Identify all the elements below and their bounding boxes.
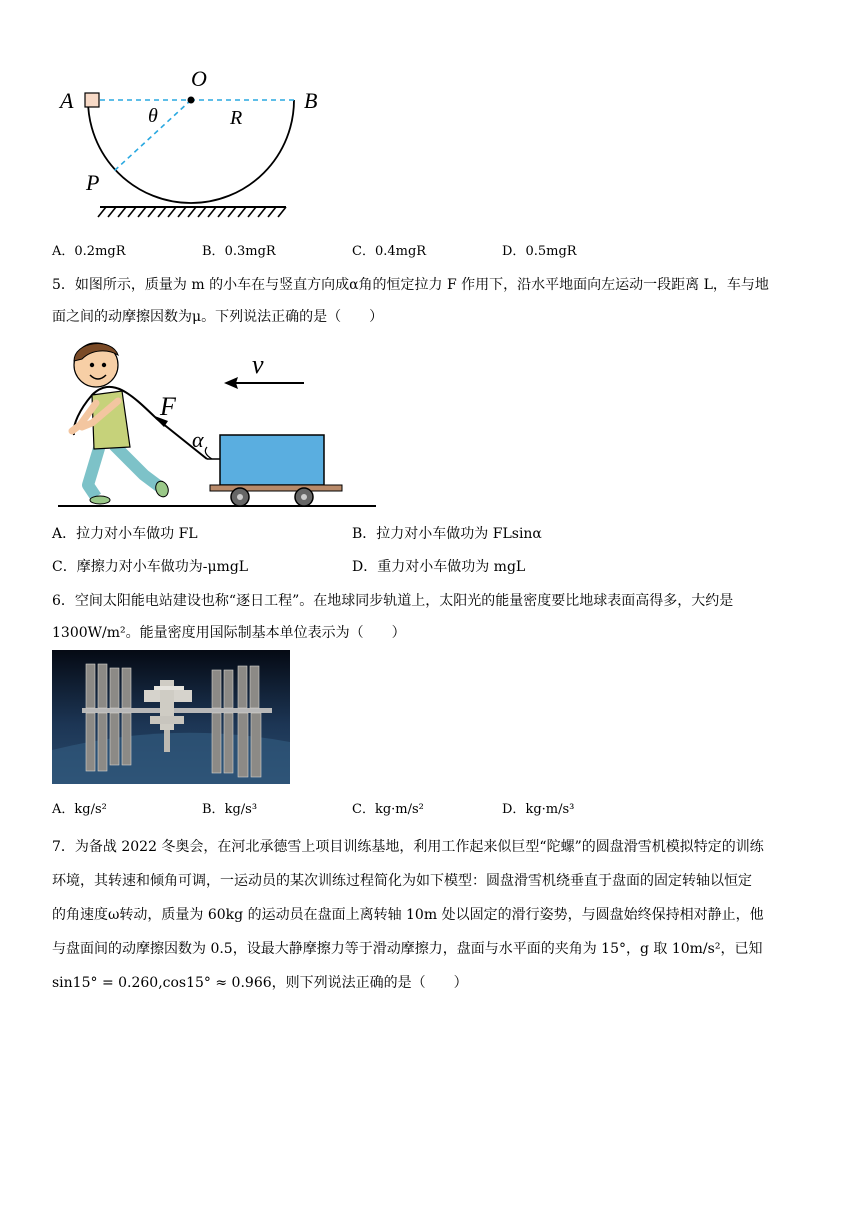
q7-stem-line4: 与盘面间的动摩擦因数为 0.5，设最大静摩擦力等于滑动摩擦力，盘面与水平面的夹角为 15°，g 取 10m/s²，已知 <box>52 941 763 957</box>
q7-stem-line3: 的角速度ω转动，质量为 60kg 的运动员在盘面上离转轴 10m 处以固定的滑行姿势，与圆盘始终保持相对静止，他 <box>52 907 764 923</box>
label-A: A <box>60 88 74 113</box>
q7-stem-line5: sin15° = 0.260,cos15° ≈ 0.966，则下列说法正确的是（ ） <box>52 975 468 991</box>
q6-option-c[interactable]: C．kg·m/s² <box>352 802 424 817</box>
q6-stem-line2: 1300W/m²。能量密度用国际制基本单位表示为（ ） <box>52 625 406 641</box>
q4-option-d[interactable]: D．0.5mgR <box>502 244 577 259</box>
label-P: P <box>86 170 100 195</box>
q5-option-a[interactable]: A．拉力对小车做功 FL <box>52 526 198 542</box>
label-F: F <box>160 392 176 421</box>
label-alpha: α <box>192 427 204 452</box>
q6-option-d[interactable]: D．kg·m/s³ <box>502 802 575 817</box>
q7-stem-line2: 环境，其转速和倾角可调，一运动员的某次训练过程简化为如下模型：圆盘滑雪机绕垂直于盘面的固定转轴以恒定 <box>52 873 752 889</box>
q5-stem-line2: 面之间的动摩擦因数为μ。下列说法正确的是（ ） <box>52 309 384 325</box>
label-v: v <box>252 350 264 379</box>
label-R: R <box>230 107 243 129</box>
q5-option-b[interactable]: B．拉力对小车做功为 FLsinα <box>352 526 542 542</box>
bowl-diagram <box>50 60 340 225</box>
cart-pull-diagram <box>52 335 382 515</box>
q4-option-b[interactable]: B．0.3mgR <box>202 244 276 259</box>
q4-option-c[interactable]: C．0.4mgR <box>352 244 427 259</box>
q7-stem-line1: 7．为备战 2022 冬奥会，在河北承德雪上项目训练基地，利用工作起来似巨型“陀螺”的圆盘滑雪机模拟特定的训练 <box>52 839 764 855</box>
label-theta: θ <box>148 105 158 127</box>
q5-option-c[interactable]: C．摩擦力对小车做功为-μmgL <box>52 559 249 575</box>
label-O: O <box>191 66 207 91</box>
q5-stem-line1: 5．如图所示，质量为 m 的小车在与竖直方向成α角的恒定拉力 F 作用下，沿水平地面向左运动一段距离 L，车与地 <box>52 277 769 293</box>
q6-option-a[interactable]: A．kg/s² <box>52 802 107 817</box>
q5-option-d[interactable]: D．重力对小车做功为 mgL <box>352 559 526 575</box>
label-B: B <box>304 88 318 113</box>
q6-option-b[interactable]: B．kg/s³ <box>202 802 258 817</box>
space-station-image <box>52 650 290 784</box>
q4-option-a[interactable]: A．0.2mgR <box>52 244 126 259</box>
q6-stem-line1: 6．空间太阳能电站建设也称“逐日工程”。在地球同步轨道上，太阳光的能量密度要比地球表面高得多，大约是 <box>52 593 734 609</box>
